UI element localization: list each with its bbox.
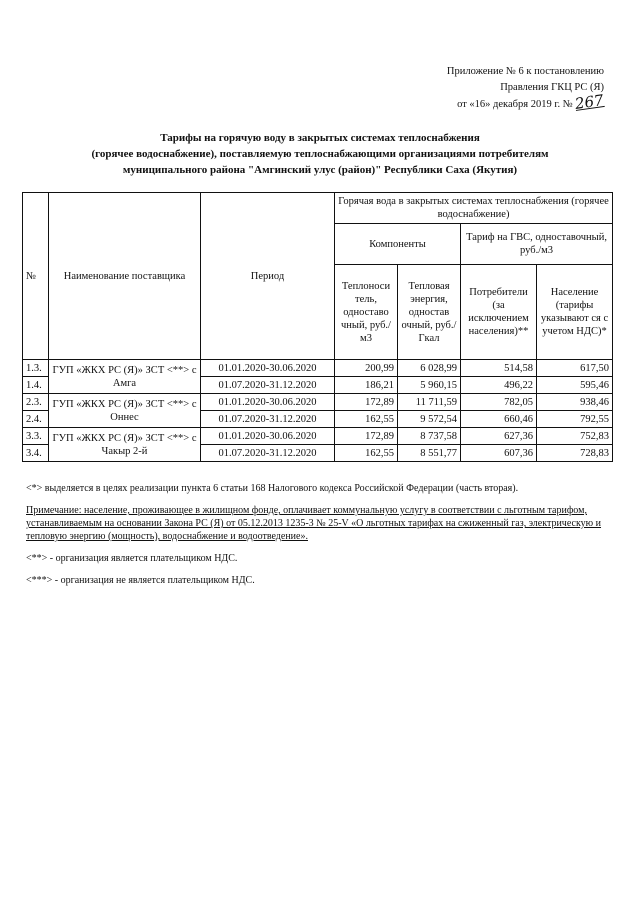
header-consumers: Потребители (за исключением населения)** (461, 265, 537, 360)
appendix-line-2: Правления ГКЦ РС (Я) (500, 82, 604, 93)
supplier-name: ГУП «ЖКХ РС (Я)» ЗСТ <**> с Амга (49, 360, 201, 394)
title-line-2: (горячее водоснабжение), поставляемую теплоснабжающими организациями потребителям (91, 148, 549, 160)
row-number: 2.3. (23, 394, 49, 411)
heat-energy-value: 8 737,58 (398, 428, 461, 445)
footnote-vat-payer: <**> - организация является плательщиком НДС. (26, 553, 238, 564)
handwritten-number: 267 (574, 91, 606, 113)
table-row (23, 360, 613, 377)
appendix-line-3 (344, 91, 606, 113)
period-cell: 01.01.2020-30.06.2020 (201, 428, 335, 445)
consumers-value: 782,05 (461, 394, 537, 411)
appendix-header (344, 64, 604, 113)
consumers-value: 496,22 (461, 377, 537, 394)
header-heat-carrier: Теплоноси тель, одноставо чный, руб./м3 (335, 265, 398, 360)
header-heat-energy: Тепловая энергия, одностав очный, руб./Гкал (398, 265, 461, 360)
period-cell: 01.01.2020-30.06.2020 (201, 360, 335, 377)
supplier-name: ГУП «ЖКХ РС (Я)» ЗСТ <**> с Чакыр 2-й (49, 428, 201, 462)
appendix-line-1: Приложение № 6 к постановлению (446, 66, 604, 77)
heat-energy-value: 11 711,59 (398, 394, 461, 411)
row-number: 2.4. (23, 411, 49, 428)
consumers-value: 660,46 (461, 411, 537, 428)
period-cell: 01.01.2020-30.06.2020 (201, 394, 335, 411)
row-number: 3.3. (23, 428, 49, 445)
period-cell: 01.07.2020-31.12.2020 (201, 411, 335, 428)
header-components: Компоненты (335, 224, 461, 265)
footnote-population-remark: Примечание: население, проживающее в жилищном фонде, оплачивает коммунальную услугу в соответствии с льготным тарифом, устанавливаемым на основании Закона РС (Я) от 05.12.2013 1235-3 № 25-V «О льготных тарифах на сжиженный газ, электрическую и тепловую энергию (мощность), водоснабжение и водоотведение». (26, 505, 602, 542)
tariff-table (22, 192, 613, 462)
period-cell: 01.07.2020-31.12.2020 (201, 445, 335, 462)
population-value: 938,46 (537, 394, 613, 411)
row-number: 3.4. (23, 445, 49, 462)
heat-carrier-value: 172,89 (335, 428, 398, 445)
consumers-value: 607,36 (461, 445, 537, 462)
header-row-1 (23, 193, 613, 224)
table-row (23, 428, 613, 445)
footnote-non-vat-payer: <***> - организация не является плательщиком НДС. (26, 575, 255, 586)
header-period: Период (201, 193, 335, 360)
document-title (30, 130, 610, 178)
heat-energy-value: 5 960,15 (398, 377, 461, 394)
title-line-3: муниципального района "Амгинский улус (район)" Республики Саха (Якутия) (122, 164, 518, 176)
row-number: 1.3. (23, 360, 49, 377)
header-hot-water: Горячая вода в закрытых системах теплоснабжения (горячее водоснабжение) (335, 193, 613, 224)
heat-carrier-value: 186,21 (335, 377, 398, 394)
supplier-name: ГУП «ЖКХ РС (Я)» ЗСТ <**> с Оннес (49, 394, 201, 428)
footnotes (26, 482, 612, 596)
header-population: Население (тарифы указывают ся с учетом НДС)* (537, 265, 613, 360)
consumers-value: 627,36 (461, 428, 537, 445)
heat-energy-value: 9 572,54 (398, 411, 461, 428)
heat-energy-value: 8 551,77 (398, 445, 461, 462)
heat-carrier-value: 162,55 (335, 445, 398, 462)
population-value: 792,55 (537, 411, 613, 428)
consumers-value: 514,58 (461, 360, 537, 377)
table-row (23, 394, 613, 411)
appendix-date: от «16» декабря 2019 г. № (457, 99, 573, 110)
title-line-1: Тарифы на горячую воду в закрытых системах теплоснабжения (160, 132, 480, 144)
header-tariff: Тариф на ГВС, одноставочный, руб./м3 (461, 224, 613, 265)
heat-carrier-value: 162,55 (335, 411, 398, 428)
heat-carrier-value: 172,89 (335, 394, 398, 411)
footnote-vat-allocation: <*> выделяется в целях реализации пункта 6 статьи 168 Налогового кодекса Российской Федерации (часть вторая). (26, 483, 519, 494)
header-number: № (23, 193, 49, 360)
population-value: 595,46 (537, 377, 613, 394)
population-value: 752,83 (537, 428, 613, 445)
row-number: 1.4. (23, 377, 49, 394)
period-cell: 01.07.2020-31.12.2020 (201, 377, 335, 394)
header-supplier: Наименование поставщика (49, 193, 201, 360)
heat-energy-value: 6 028,99 (398, 360, 461, 377)
population-value: 728,83 (537, 445, 613, 462)
heat-carrier-value: 200,99 (335, 360, 398, 377)
population-value: 617,50 (537, 360, 613, 377)
